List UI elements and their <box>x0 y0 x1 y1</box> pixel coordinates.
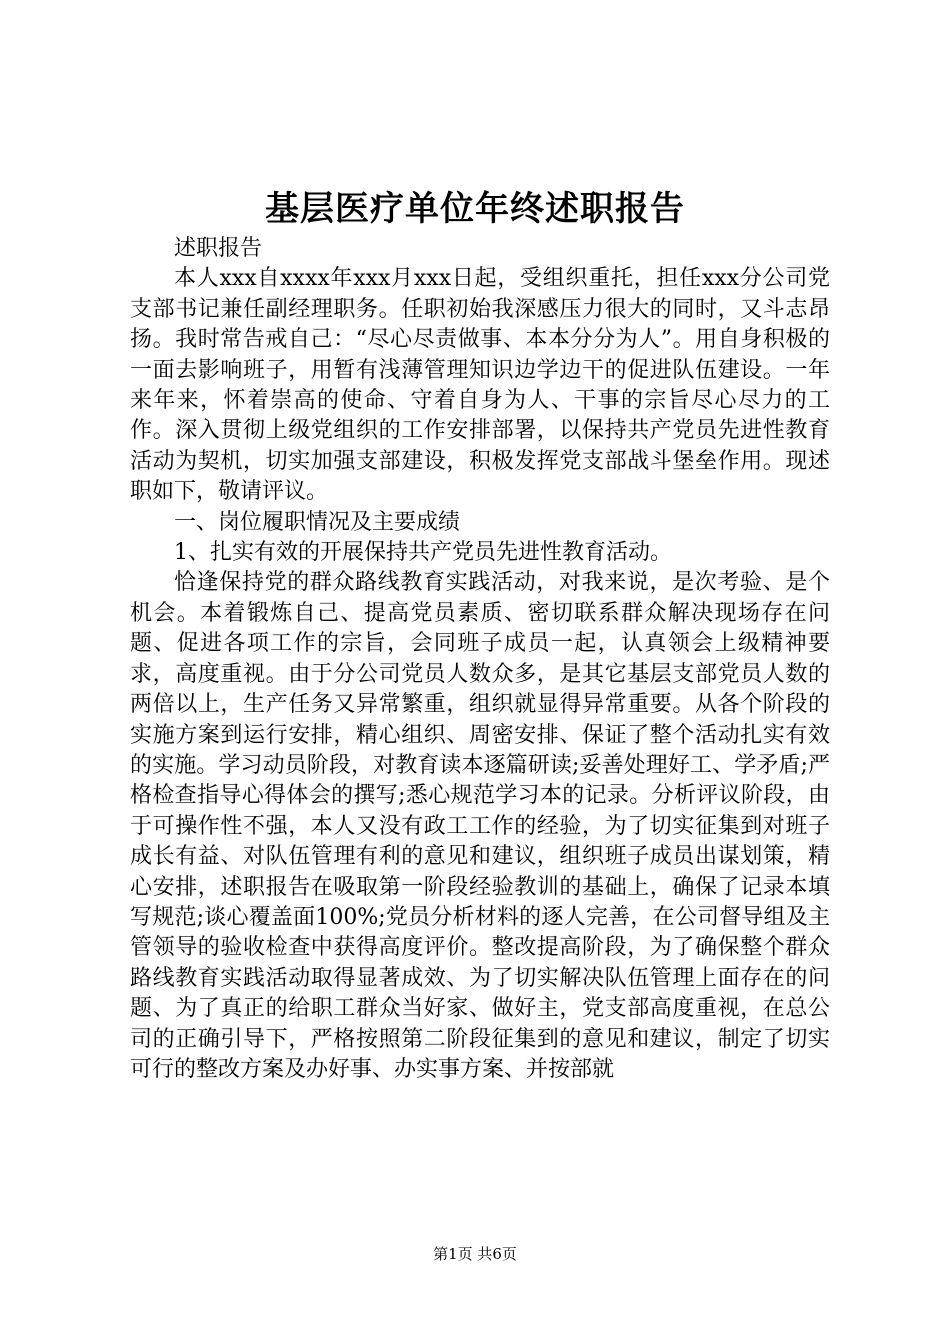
paragraph-body: 恰逢保持党的群众路线教育实践活动，对我来说，是次考验、是个机会。本着锻炼自己、提高党员素质、密切联系群众解决现场存在问题、促进各项工作的宗旨，会同班子成员一起，认真领会上级精神要求，高度重视。由于分公司党员人数众多，是其它基层支部党员人数的两倍以上，生产任务又异常繁重，组织就显得异常重要。从各个阶段的实施方案到运行安排，精心组织、周密安排、保证了整个活动扎实有效的实施。学习动员阶段，对教育读本逐篇研读;妥善处理好工、学矛盾;严格检查指导心得体会的撰写;悉心规范学习本的记录。分析评议阶段，由于可操作性不强，本人又没有政工工作的经验，为了切实征集到对班子成长有益、对队伍管理有利的意见和建议，组织班子成员出谋划策，精心安排，述职报告在吸取第一阶段经验教训的基础上，确保了记录本填写规范;谈心覆盖面100%;党员分析材料的逐人完善，在公司督导组及主管领导的验收检查中获得高度评价。整改提高阶段，为了确保整个群众路线教育实践活动取得显著成效、为了切实解决队伍管理上面存在的问题、为了真正的给职工群众当好家、做好主，党支部高度重视，在总公司的正确引导下，严格按照第二阶段征集到的意见和建议，制定了切实可行的整改方案及办好事、办实事方案、并按部就 <box>130 570 830 1082</box>
paragraph-heading: 述职报告 <box>174 236 263 261</box>
paragraph-intro: 本人xxx自xxxx年xxx月xxx日起，受组织重托，担任xxx分公司党支部书记兼任副经理职务。任职初始我深感压力很大的同时，又斗志昂扬。我时常告戒自己：“尽心尽责做事、本本分分为人”。用自身积极的一面去影响班子，用暂有浅薄管理知识边学边干的促进队伍建设。一年来年来，怀着崇高的使命、守着自身为人、干事的宗旨尽心尽力的工作。深入贯彻上级党组织的工作安排部署，以保持共产党员先进性教育活动为契机，切实加强支部建设，积极发挥党支部战斗堡垒作用。现述职如下，敬请评议。 <box>130 266 830 505</box>
section-heading: 一、岗位履职情况及主要成绩 <box>174 509 461 535</box>
document-title: 基层医疗单位年终述职报告 <box>265 189 685 229</box>
subsection-heading: 1、扎实有效的开展保持共产党员先进性教育活动。 <box>174 540 672 566</box>
document-body <box>130 234 830 1085</box>
page-footer: 第1页 共6页 <box>433 1245 517 1263</box>
